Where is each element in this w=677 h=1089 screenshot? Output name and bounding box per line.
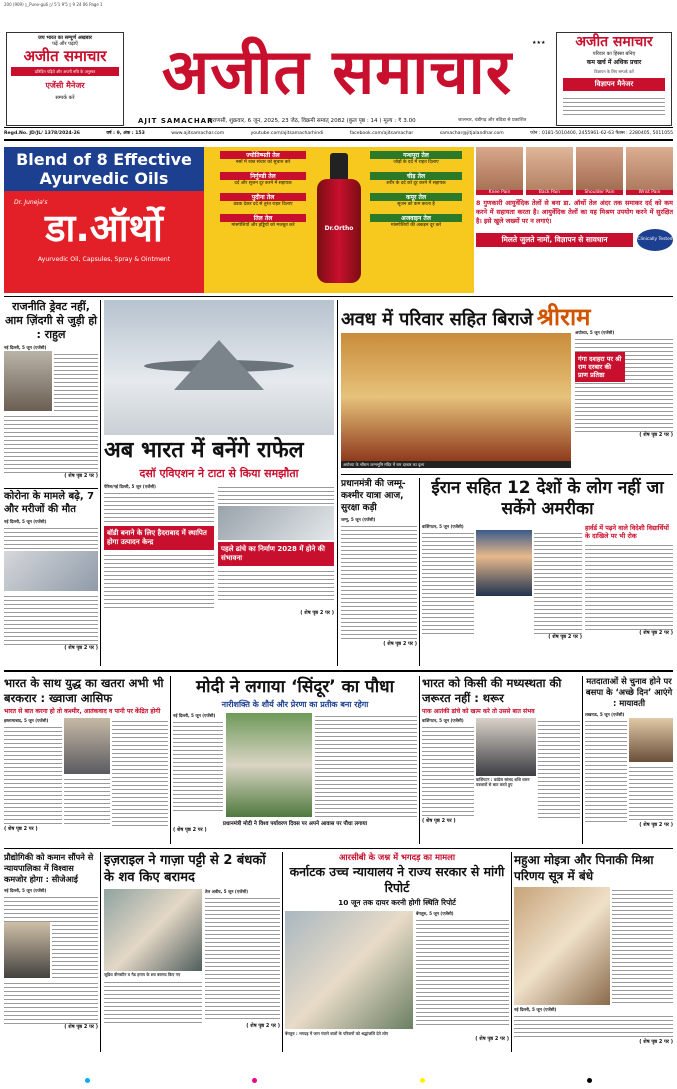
story-rcb-subhead: 10 जून तक दायर करनी होगी स्थिति रिपोर्ट bbox=[338, 898, 456, 907]
story-iran-side-headline: हार्वर्ड में पढ़ने वाले विदेशी विद्यार्थियों के दाखिले पर भी रोक bbox=[585, 524, 669, 540]
story-rafale bbox=[104, 300, 334, 666]
ad-bottle bbox=[314, 153, 364, 289]
ear-right-line1: परिवार का हिस्सा बनिए bbox=[592, 51, 636, 57]
ad-right-panel bbox=[476, 147, 673, 293]
story-ram-headline-accent: श्रीराम bbox=[536, 303, 591, 331]
story-rcb-caption: बेंगलुरु : भगदड़ में जान गंवाने वालों के परिजनों को श्रद्धांजलि देते लोग bbox=[285, 1031, 389, 1036]
gaza-hostages-photo bbox=[104, 889, 202, 971]
story-cji-headline: प्रौद्योगिकी को कमान सौंपने से न्यायपालिका में विश्वास कमजोर होगा : सीजेआई bbox=[4, 852, 94, 884]
vrule-2 bbox=[337, 300, 338, 666]
story-modi-text bbox=[173, 719, 223, 813]
ad-oil-item: तिल तेल मांसपेशियों और हड्डियों को मजबूत करे bbox=[220, 214, 306, 228]
ad-pain-images bbox=[476, 147, 673, 195]
story-iran bbox=[422, 478, 673, 666]
story-tharoor-more[interactable]: ( शेष पृष्ठ 2 पर ) bbox=[422, 818, 456, 824]
ad-brand-small: Dr. Juneja's bbox=[14, 199, 48, 206]
story-rafale-text-4 bbox=[218, 568, 334, 600]
pain-label: Back Pain bbox=[526, 190, 573, 195]
ear-left-title: अजीत समाचार bbox=[23, 47, 107, 65]
story-rahul bbox=[4, 300, 98, 486]
rule-mid bbox=[4, 670, 673, 672]
ear-left bbox=[6, 32, 124, 126]
story-corona-text bbox=[4, 525, 98, 551]
story-rahul-headline: राजनीति ड्रेवट नहीं, आम ज़िंदगी से जुड़ी हो : राहुल bbox=[4, 300, 98, 341]
ad-oils-left bbox=[220, 151, 306, 228]
story-ram-text bbox=[575, 336, 673, 352]
story-mayawati bbox=[585, 676, 673, 844]
ad-oils-panel bbox=[204, 147, 474, 293]
story-tharoor-subhead: पाक आतंकी ढांचे को खत्म करे तो उससे बात संभव bbox=[422, 708, 535, 715]
ear-right-figure bbox=[563, 95, 665, 117]
story-mayawati-dateline: लखनऊ, 5 जून (एजेंसी) bbox=[585, 712, 625, 717]
story-cji-dateline: नई दिल्ली, 5 जून (एजेंसी) bbox=[4, 888, 47, 893]
ad-oil-item: चीड़ तेल शरीर के दर्द को दूर करने में सहायक bbox=[370, 172, 462, 186]
story-modi-footnote: प्रधानमंत्री मोदी ने विश्व पर्यावरण दिवस पर अपने आवास पर पौधा लगाया bbox=[222, 821, 368, 827]
ad-oil-item: ज्योतिष्मती तेल नसों में रक्त संचार को सुचारु करे bbox=[220, 151, 306, 165]
story-rafale-dateline: पेरिस/नई दिल्ली, 5 जून (एजेंसी) bbox=[104, 484, 156, 489]
story-gaza-headline: इज़राइल ने गाज़ा पट्टी से 2 बंधकों के शव किए बरामद bbox=[104, 853, 266, 885]
rcb-photo bbox=[285, 911, 413, 1029]
vrule-8 bbox=[282, 852, 283, 1052]
story-iran-more[interactable]: ( शेष पृष्ठ 2 पर ) bbox=[548, 633, 582, 640]
vrule-3 bbox=[419, 478, 420, 666]
story-tharoor-dateline: वाशिंगटन, 5 जून (एजेंसी) bbox=[422, 718, 464, 723]
story-kashmir-more[interactable]: ( शेष पृष्ठ 2 पर ) bbox=[383, 640, 417, 647]
ad-oil-item: गन्धपूरा तेल जोड़ों के दर्द में राहत दिलाए bbox=[370, 151, 462, 165]
ad-oil-item: कपूर तेल सूजन को कम करता है bbox=[370, 193, 462, 207]
story-asif-headline: भारत के साथ युद्ध का खतरा अभी भी बरकरार : ख्वाजा आसिफ bbox=[4, 676, 164, 705]
rule-lower bbox=[4, 848, 673, 849]
story-corona-more[interactable]: ( शेष पृष्ठ 2 पर ) bbox=[64, 644, 98, 651]
ad-left-panel bbox=[4, 147, 204, 293]
story-ram-right bbox=[575, 330, 673, 438]
asif-photo bbox=[64, 718, 110, 774]
ad-oil-item: निर्गुण्डी तेल दर्द और सूजन दूर करने में सहायक bbox=[220, 172, 306, 186]
ear-left-line4: सम्पर्क करें bbox=[55, 95, 75, 101]
ear-left-line3: प्रतिदिन पढ़िये और अपनी रुचि के अनुसार bbox=[11, 67, 119, 76]
story-asif bbox=[4, 676, 168, 844]
story-rcb-more[interactable]: ( शेष पृष्ठ 2 पर ) bbox=[475, 1036, 509, 1042]
story-gaza-more[interactable]: ( शेष पृष्ठ 2 पर ) bbox=[246, 1023, 280, 1029]
story-asif-subhead: भारत से बात करना हो तो कश्मीर, आतंकवाद व पानी पर केंद्रित होगी bbox=[4, 708, 161, 715]
story-gaza-dateline: तेल अवीव, 5 जून (एजेंसी) bbox=[205, 889, 249, 894]
story-corona-text-2 bbox=[4, 593, 98, 645]
modi-photo bbox=[226, 713, 312, 817]
story-mayawati-text-2 bbox=[629, 764, 673, 822]
story-asif-text-3 bbox=[112, 718, 168, 826]
story-iran-text bbox=[422, 530, 474, 634]
ad-copy: 8 गुणकारी आयुर्वेदिक तेलों से बना डा. ऑर्थो तेल अंदर तक समाकर दर्द को कम करने में सहायता करता है। आयुर्वेदिक तेलों का यह मिश्रण उपयोग करने में सुरक्षित है। इसे खुले जख्मों पर न लगाएं। bbox=[476, 199, 673, 225]
story-rahul-more[interactable]: ( शेष पृष्ठ 2 पर ) bbox=[64, 472, 98, 479]
story-kashmir bbox=[341, 478, 417, 666]
story-mayawati-more[interactable]: ( शेष पृष्ठ 2 पर ) bbox=[639, 821, 673, 828]
email-link[interactable]: samachar@jitjalandhar.com bbox=[439, 131, 504, 136]
phone-number: फोन : 0181-5010400, 2455961-62-63 फैक्स : 2280405, 5011055 bbox=[530, 131, 673, 136]
pain-label: Shoulder Pain bbox=[576, 190, 623, 195]
ad-banner bbox=[4, 147, 673, 293]
masthead-right-note: जालन्धर, चंडीगढ़ और बठिंडा से प्रकाशित bbox=[458, 118, 527, 123]
vrule-7 bbox=[100, 852, 101, 1052]
ram-darbar-photo bbox=[341, 333, 571, 461]
story-ram-box: गंगा दशहरा पर श्री राम दरबार की प्राण प्रतिष्ठा bbox=[575, 352, 625, 382]
story-corona-dateline: नई दिल्ली, 5 जून (एजेंसी) bbox=[4, 519, 47, 524]
vrule-5 bbox=[419, 676, 420, 844]
story-gaza-text bbox=[104, 979, 202, 1023]
tharoor-photo bbox=[476, 718, 536, 776]
story-ram-dateline: अयोध्या, 5 जून (एजेंसी) bbox=[575, 330, 615, 335]
story-kashmir-dateline: जम्मू, 5 जून (एजेंसी) bbox=[341, 517, 376, 522]
print-meta: 200 (909) ▯_Pune-gu6 ▯/ 5'1 9'5 ▯ 9 24 06 Page 1 bbox=[4, 2, 103, 7]
mayawati-photo bbox=[629, 718, 673, 762]
story-rahul-text-2 bbox=[4, 413, 98, 473]
rahul-photo bbox=[4, 351, 52, 411]
story-mahua-text-2 bbox=[514, 1013, 673, 1039]
story-rcb bbox=[285, 852, 509, 1052]
story-cji bbox=[4, 852, 98, 1052]
story-iran-side-more[interactable]: ( शेष पृष्ठ 2 पर ) bbox=[639, 630, 673, 636]
story-mayawati-headline: मतदाताओं से चुनाव होने पर बसपा के ‘अच्छे दिन’ आएंगे : मायावती bbox=[585, 676, 673, 708]
masthead-stars: ★★★ bbox=[532, 40, 546, 46]
story-rcb-dateline: बेंगलुरु, 5 जून (एजेंसी) bbox=[416, 911, 454, 916]
story-asif-more[interactable]: ( शेष पृष्ठ 2 पर ) bbox=[4, 826, 38, 832]
rafale-box-2: पहले ढांचे का निर्माण 2028 में होने की संभावना bbox=[218, 542, 334, 566]
ad-warning: मिलते जुलते नामों, विज्ञापन से सावधान bbox=[476, 233, 633, 247]
story-kashmir-text bbox=[341, 523, 417, 641]
story-modi-text-2 bbox=[315, 713, 417, 817]
ad-bottom-rule bbox=[4, 296, 673, 297]
ad-oil-item: पुदीना तेल ठंडक देकर दर्द से तुरंत राहत दिलाए bbox=[220, 193, 306, 207]
story-rafale-text-2 bbox=[104, 552, 214, 608]
ad-bottle-label: Dr.Ortho bbox=[324, 225, 354, 232]
story-rcb-headline: कर्नाटक उच्च न्यायालय ने राज्य सरकार से मांगी रिपोर्ट bbox=[289, 864, 505, 895]
ad-brand: डा.ऑर्थो bbox=[45, 206, 163, 250]
story-tharoor bbox=[422, 676, 580, 844]
story-gaza bbox=[104, 852, 280, 1052]
vrule-4 bbox=[170, 676, 171, 844]
reg-marks bbox=[4, 1078, 673, 1084]
story-iran-text-2 bbox=[534, 530, 582, 634]
story-rahul-text bbox=[54, 351, 98, 411]
story-mahua bbox=[514, 852, 673, 1052]
story-iran-dateline: वाशिंगटन, 5 जून (एजेंसी) bbox=[422, 524, 464, 529]
story-modi-headline: मोदी ने लगाया ‘सिंदूर’ का पौधा bbox=[196, 677, 394, 697]
story-rcb-text bbox=[416, 917, 509, 1027]
vrule-1 bbox=[100, 300, 101, 666]
masthead-dateline: वाराणसी, शुक्रवार, 6 जून, 2025, 23 जेठ, विक्रमी सम्वत् 2082 (कुल पृष्ठ : 14 ) मूल्य : ₹ 3.00 bbox=[208, 118, 416, 124]
youtube-link[interactable]: youtube.com/ajitsamacharhindi bbox=[250, 131, 324, 136]
story-mahua-headline: महुआ मोइत्रा और पिनाकी मिश्रा परिणय सूत्र में बंधे bbox=[514, 853, 654, 883]
corona-photo bbox=[4, 551, 98, 591]
ear-right bbox=[556, 32, 672, 126]
mahua-photo bbox=[514, 887, 610, 1005]
masthead-sub: AJIT SAMACHAR bbox=[138, 117, 214, 125]
story-modi-dateline: नई दिल्ली, 5 जून (एजेंसी) bbox=[173, 713, 216, 718]
masthead-title: अजीत समाचार bbox=[161, 35, 513, 108]
infobar-top-rule bbox=[4, 127, 673, 128]
story-cji-text-2 bbox=[52, 922, 98, 978]
story-iran-side-text bbox=[585, 542, 673, 630]
story-rcb-kicker: आरसीबी के जश्न में भगदड़ का मामला bbox=[338, 852, 455, 862]
story-mayawati-text bbox=[585, 718, 627, 822]
story-iran-headline: ईरान सहित 12 देशों के लोग नहीं जा सकेंगे अमरीका bbox=[431, 478, 664, 519]
story-rafale-more[interactable]: ( शेष पृष्ठ 2 पर ) bbox=[300, 609, 334, 616]
story-rahul-dateline: नई दिल्ली, 5 जून (एजेंसी) bbox=[4, 345, 47, 350]
volume-number: वर्ष : 9, अंक : 153 bbox=[106, 131, 145, 136]
facebook-link[interactable]: facebook.com/ajitsamachar bbox=[349, 131, 414, 136]
ear-right-line3: विज्ञापन के लिए सम्पर्क करें bbox=[594, 69, 634, 74]
story-ram-caption: अयोध्या के श्रीराम जन्मभूमि मंदिर में राम दरबार का दृश्य bbox=[341, 461, 571, 468]
story-rafale-headline: अब भारत में बनेंगे राफेल bbox=[104, 438, 304, 463]
ear-right-title: अजीत समाचार bbox=[575, 34, 653, 50]
rule-right-1 bbox=[341, 474, 673, 475]
pain-label: Wrist Pain bbox=[626, 190, 673, 195]
story-tharoor-caption: वाशिंगटन : कांग्रेस सांसद शशि थरूर पत्रकारों से बात करते हुए bbox=[476, 777, 530, 787]
story-gaza-caption: जूडिथ वीनस्टीन व गैड हगाय के शव बरामद किए गए bbox=[104, 972, 181, 977]
story-corona bbox=[4, 490, 98, 666]
ear-left-brand: एजेंसी मैनेजर bbox=[45, 81, 85, 90]
regd-number: Regd.No. JD/JL/ 1378/2024-26 bbox=[4, 131, 80, 136]
story-tharoor-text-2 bbox=[538, 718, 580, 818]
rafale-photo bbox=[104, 300, 334, 435]
story-mahua-more[interactable]: ( शेष पृष्ठ 2 पर ) bbox=[639, 1038, 673, 1045]
vrule-6 bbox=[582, 676, 583, 844]
infobar-bottom-rule bbox=[4, 139, 673, 141]
story-cji-text-3 bbox=[4, 980, 98, 1024]
trump-photo bbox=[476, 530, 532, 596]
infobar bbox=[4, 129, 673, 138]
ear-left-line2: पढ़ें और पढ़ाएँ bbox=[52, 41, 78, 47]
website-link[interactable]: www.ajitsamachar.com bbox=[171, 131, 225, 136]
story-asif-dateline: इस्लामाबाद, 5 जून (एजेंसी) bbox=[4, 718, 49, 723]
story-cji-more[interactable]: ( शेष पृष्ठ 2 पर ) bbox=[64, 1023, 98, 1030]
story-modi bbox=[173, 676, 417, 844]
pain-label: Knee Pain bbox=[476, 190, 523, 195]
story-asif-text bbox=[4, 724, 62, 824]
rule-left-1 bbox=[4, 488, 98, 489]
ear-left-line1: जय भारत का सम्पूर्ण अखबार bbox=[38, 35, 92, 41]
story-ram-headline: अवध में परिवार सहित बिराजे bbox=[341, 309, 533, 330]
story-rafale-text-3 bbox=[218, 484, 334, 506]
ad-badge: Clinically Tested bbox=[637, 229, 673, 251]
story-asif-text-2 bbox=[64, 776, 110, 824]
vrule-9 bbox=[511, 852, 512, 1052]
ad-oil-item: अजवाइन तेल मांसपेशियों की अकड़न दूर करे bbox=[370, 214, 462, 228]
story-modi-subhead: नारीशक्ति के शौर्य और प्रेरणा का प्रतीक बना रहेगा bbox=[221, 700, 369, 709]
ad-oils-right bbox=[370, 151, 462, 228]
story-kashmir-headline: प्रधानमंत्री की जम्मू-कश्मीर यात्रा आज, सुरक्षा कड़ी bbox=[341, 479, 406, 513]
ad-tagline: Ayurvedic Oil, Capsules, Spray & Ointment bbox=[37, 256, 171, 263]
story-modi-more[interactable]: ( शेष पृष्ठ 2 पर ) bbox=[173, 827, 207, 833]
cji-photo bbox=[4, 922, 50, 978]
story-tharoor-text bbox=[422, 724, 474, 818]
story-ram-more[interactable]: ( शेष पृष्ठ 2 पर ) bbox=[639, 431, 673, 438]
ear-right-brand: विज्ञापन मैनेजर bbox=[563, 78, 665, 91]
rafale-factory-photo bbox=[218, 506, 334, 540]
story-cji-text bbox=[4, 894, 98, 922]
rafale-box-1: बॉडी बनाने के लिए हैदराबाद में स्थापित होगा उत्पादन केन्द्र bbox=[104, 526, 214, 550]
ad-headline: Blend of 8 Effective Ayurvedic Oils bbox=[4, 147, 204, 191]
story-corona-headline: कोरोना के मामले बढ़े, 7 और मरीजों की मौत bbox=[4, 491, 95, 515]
story-mahua-text bbox=[612, 887, 673, 1005]
story-ram bbox=[341, 300, 673, 470]
story-mahua-dateline: नई दिल्ली, 5 जून (एजेंसी) bbox=[514, 1007, 557, 1012]
story-rafale-text bbox=[104, 490, 214, 524]
ear-right-line2: कम खर्च में अधिक प्रचार bbox=[586, 59, 642, 66]
story-rafale-subhead: दसॉ एविएशन ने टाटा से किया समझौता bbox=[139, 467, 299, 480]
story-gaza-text-2 bbox=[205, 895, 280, 1021]
story-tharoor-headline: भारत को किसी की मध्यस्थता की जरूरत नहीं : थरूर bbox=[422, 676, 562, 705]
